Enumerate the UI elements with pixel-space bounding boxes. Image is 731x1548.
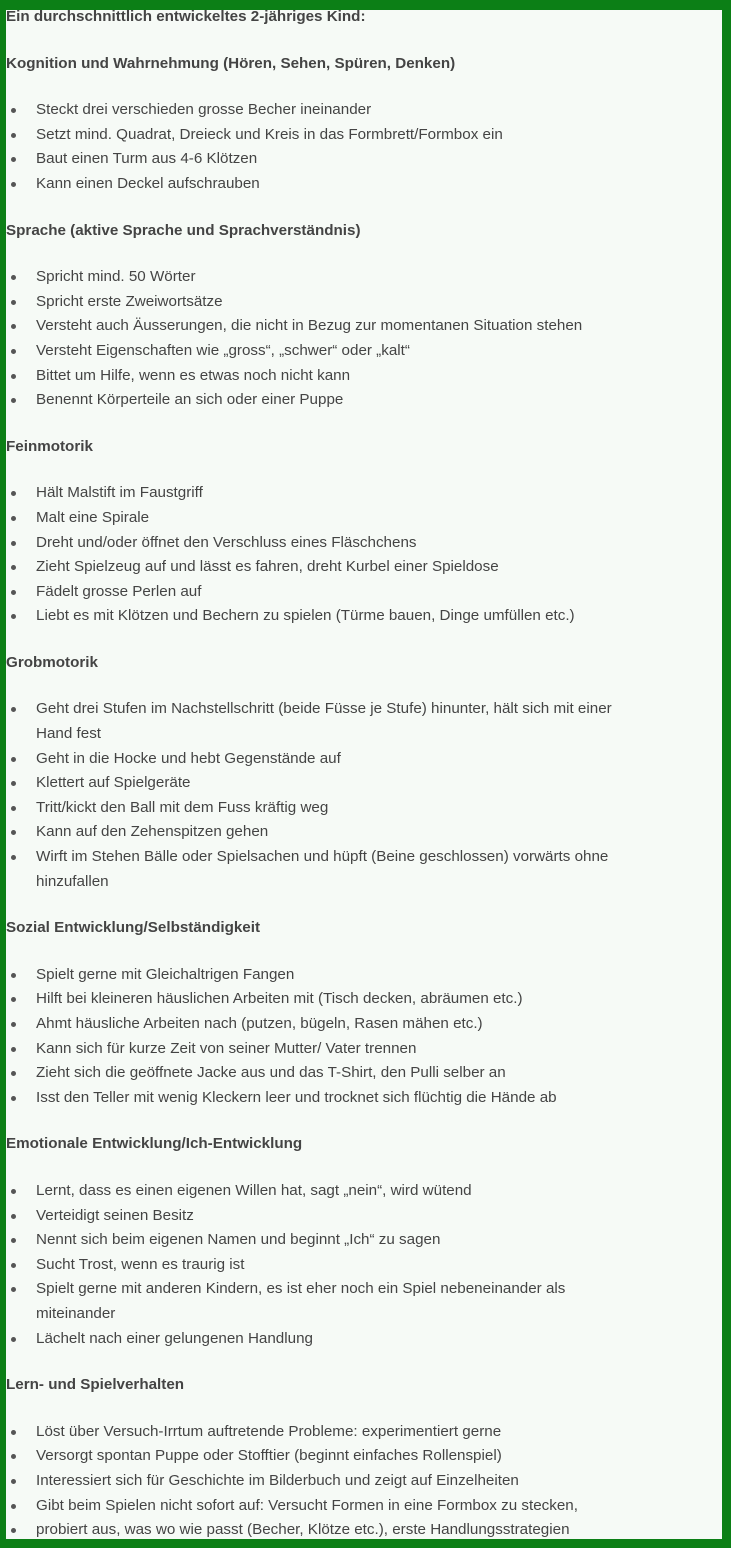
bullet-list [6,1179,726,1351]
list-item [6,1469,726,1494]
list-item [6,1253,726,1278]
list-item-text: Lernt, dass es einen eigenen Willen hat, sagt „nein“, wird wütend [36,1181,472,1199]
list-item-text: Liebt es mit Klötzen und Bechern zu spielen (Türme bauen, Dinge umfüllen etc.) [36,607,575,625]
list-item [6,796,726,821]
list-item-text: Interessiert sich für Geschichte im Bilderbuch und zeigt auf Einzelheiten [36,1471,519,1489]
list-item [6,1012,726,1037]
bullet-dot-icon [11,1214,16,1219]
list-item [6,1277,726,1326]
list-item [6,123,726,148]
section-title: Lern- und Spielverhalten [6,1376,185,1394]
list-item [6,747,726,772]
bullet-dot-icon [11,108,16,113]
list-item-text: Benennt Körperteile an sich oder einer Puppe [36,391,344,409]
bullet-dot-icon [11,830,16,835]
list-item [6,339,726,364]
list-item-text: Hält Malstift im Faustgriff [36,484,203,502]
list-item [6,1494,726,1519]
list-item-text: Kann auf den Zehenspitzen gehen [36,823,269,841]
list-item-text: Spricht mind. 50 Wörter [36,268,196,286]
bullet-dot-icon [11,1263,16,1268]
bullet-dot-icon [11,541,16,546]
bullet-dot-icon [11,757,16,762]
list-item [6,963,726,988]
bullet-dot-icon [11,1430,16,1435]
list-item-text: Geht in die Hocke und hebt Gegenstände auf [36,749,341,767]
bullet-list [6,265,726,413]
bullet-dot-icon [11,491,16,496]
bullet-dot-icon [11,182,16,187]
list-item [6,265,726,290]
list-item-text: Tritt/kickt den Ball mit dem Fuss kräftig weg [36,798,329,816]
document-body [6,5,726,1548]
list-item-text: Steckt drei verschieden grosse Becher ineinander [36,101,372,119]
list-item [6,1179,726,1204]
bullet-dot-icon [11,349,16,354]
list-item-text: Baut einen Turm aus 4-6 Klötzen [36,150,258,168]
list-item [6,1037,726,1062]
list-item [6,364,726,389]
bullet-dot-icon [11,590,16,595]
list-item-text: Isst den Teller mit wenig Kleckern leer und trocknet sich flüchtig die Hände ab [36,1088,557,1106]
list-item-text: Lächelt nach einer gelungenen Handlung [36,1329,313,1347]
section-title: Kognition und Wahrnehmung (Hören, Sehen, Spüren, Denken) [6,54,456,72]
bullet-dot-icon [11,133,16,138]
list-item-text: Kann sich für kurze Zeit von seiner Mutter/ Vater trennen [36,1039,417,1057]
bullet-dot-icon [11,1479,16,1484]
bullet-dot-icon [11,1022,16,1027]
bullet-dot-icon [11,1337,16,1342]
list-item-text: Zieht sich die geöffnete Jacke aus und das T-Shirt, den Pulli selber an [36,1064,506,1082]
list-item [6,290,726,315]
list-item-text: Geht drei Stufen im Nachstellschritt (beide Füsse je Stufe) hinunter, hält sich mit einer Hand fest [36,700,612,743]
list-item [6,172,726,197]
list-item-text: Spielt gerne mit Gleichaltrigen Fangen [36,965,295,983]
list-item-text: Malt eine Spirale [36,508,150,526]
list-item-text: Hilft bei kleineren häuslichen Arbeiten mit (Tisch decken, abräumen etc.) [36,990,523,1008]
list-item [6,1444,726,1469]
list-item [6,771,726,796]
bullet-list [6,481,726,629]
bullet-dot-icon [11,707,16,712]
list-item-text: Verteidigt seinen Besitz [36,1206,194,1224]
bullet-dot-icon [11,1454,16,1459]
list-item [6,481,726,506]
list-item [6,580,726,605]
bullet-list [6,98,726,196]
list-item [6,98,726,123]
bullet-dot-icon [11,614,16,619]
bullet-dot-icon [11,516,16,521]
list-item-text: Löst über Versuch-Irrtum auftretende Probleme: experimentiert gerne [36,1422,502,1440]
list-item-text: Klettert auf Spielgeräte [36,774,191,792]
list-item [6,820,726,845]
list-item-text: Bittet um Hilfe, wenn es etwas noch nicht kann [36,366,351,384]
list-item-text: Spielt gerne mit anderen Kindern, es ist eher noch ein Spiel nebeneinander als miteinander [36,1280,566,1322]
list-item-text: Wirft im Stehen Bälle oder Spielsachen und hüpft (Beine geschlossen) vorwärts ohne hinzufallen [36,848,609,890]
list-item [6,604,726,629]
bullet-list [6,697,726,894]
bullet-dot-icon [11,565,16,570]
list-item-text: Zieht Spielzeug auf und lässt es fahren, dreht Kurbel einer Spieldose [36,558,499,576]
list-item [6,1086,726,1111]
list-item [6,1204,726,1229]
list-item-text: Nennt sich beim eigenen Namen und beginnt „Ich“ zu sagen [36,1231,441,1249]
list-item [6,314,726,339]
list-item-text: Versteht Eigenschaften wie „gross“, „schwer“ oder „kalt“ [36,341,410,359]
list-item [6,555,726,580]
list-item [6,506,726,531]
bullet-dot-icon [11,300,16,305]
bullet-dot-icon [11,1071,16,1076]
bullet-dot-icon [11,1096,16,1101]
list-item-text: Fädelt grosse Perlen auf [36,582,202,600]
list-item-text: Setzt mind. Quadrat, Dreieck und Kreis in das Formbrett/Formbox ein [36,125,503,143]
section-title: Feinmotorik [6,437,93,455]
list-item-text: Versteht auch Äusserungen, die nicht in Bezug zur momentanen Situation stehen [36,317,583,335]
list-item-text: Gibt beim Spielen nicht sofort auf: Versucht Formen in eine Formbox zu stecken, [36,1496,578,1514]
bullet-dot-icon [11,1189,16,1194]
bullet-dot-icon [11,1504,16,1509]
bullet-list [6,1420,726,1543]
bullet-dot-icon [11,275,16,280]
bullet-dot-icon [11,1047,16,1052]
bullet-dot-icon [11,806,16,811]
section-title: Sozial Entwicklung/Selbständigkeit [6,919,261,937]
sections-container [6,52,726,1543]
section-title: Emotionale Entwicklung/Ich-Entwicklung [6,1135,303,1153]
list-item [6,1420,726,1445]
list-item [6,147,726,172]
intro-heading: Ein durchschnittlich entwickeltes 2-jähriges Kind: [6,8,366,25]
bullet-dot-icon [11,398,16,403]
list-item [6,1518,726,1543]
bullet-dot-icon [11,374,16,379]
section-title: Sprache (aktive Sprache und Sprachverständnis) [6,221,361,239]
list-item [6,1061,726,1086]
list-item-text: Dreht und/oder öffnet den Verschluss eines Fläschchens [36,533,417,551]
list-item-text: Kann einen Deckel aufschrauben [36,174,260,192]
list-item-text: Versorgt spontan Puppe oder Stofftier (beginnt einfaches Rollenspiel) [36,1447,502,1465]
bullet-dot-icon [11,1287,16,1292]
list-item-text: Spricht erste Zweiwortsätze [36,292,223,310]
list-item [6,388,726,413]
list-item-text: Ahmt häusliche Arbeiten nach (putzen, bügeln, Rasen mähen etc.) [36,1015,483,1032]
list-item [6,1327,726,1352]
bullet-dot-icon [11,324,16,329]
bullet-dot-icon [11,1238,16,1243]
bullet-dot-icon [11,1528,16,1533]
list-item-text: probiert aus, was wo wie passt (Becher, Klötze etc.), erste Handlungsstrategien [36,1521,570,1539]
list-item [6,697,726,746]
list-item [6,531,726,556]
bullet-dot-icon [11,157,16,162]
bullet-dot-icon [11,781,16,786]
bullet-dot-icon [11,973,16,978]
bullet-list [6,963,726,1111]
list-item-text: Sucht Trost, wenn es traurig ist [36,1255,245,1273]
list-item [6,845,726,894]
bullet-dot-icon [11,855,16,860]
bullet-dot-icon [11,997,16,1002]
list-item [6,1228,726,1253]
section-title: Grobmotorik [6,653,98,671]
list-item [6,987,726,1012]
